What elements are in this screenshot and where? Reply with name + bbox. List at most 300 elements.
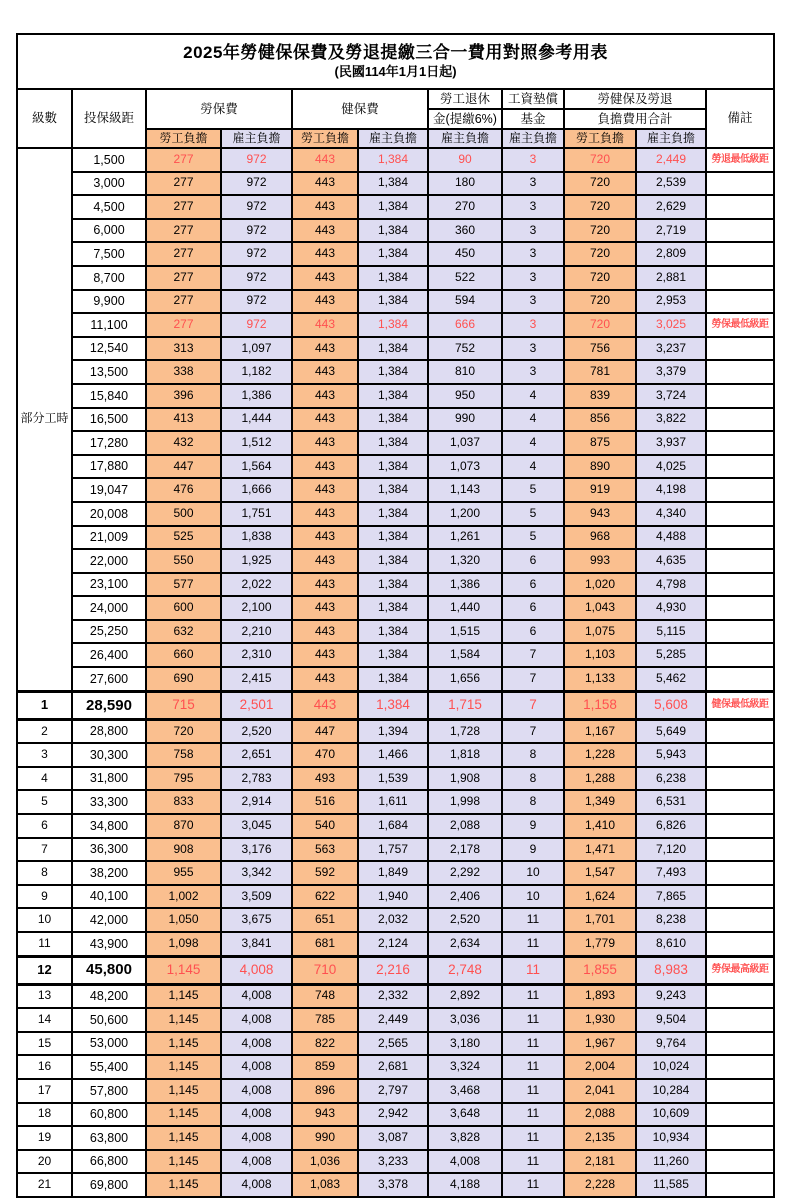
health-ins-employee-cell: 443 [292, 526, 358, 550]
bracket-cell: 25,250 [72, 620, 146, 644]
total-employee-cell: 1,043 [564, 596, 636, 620]
note-cell [706, 984, 774, 1008]
total-employee-cell: 1,855 [564, 956, 636, 984]
note-cell [706, 219, 774, 243]
labor-ins-employer-cell: 972 [221, 172, 292, 196]
table-row [17, 814, 774, 838]
total-employee-cell: 1,930 [564, 1008, 636, 1032]
total-employee-cell: 856 [564, 408, 636, 432]
note-cell: 勞保最高級距 [706, 956, 774, 984]
total-employer-cell: 4,340 [636, 502, 706, 526]
pension-employer-cell: 3,036 [428, 1008, 502, 1032]
total-employee-cell: 1,228 [564, 743, 636, 767]
total-employee-cell: 1,893 [564, 984, 636, 1008]
table-row [17, 932, 774, 956]
header-row-1 [17, 89, 774, 109]
level-cell: 7 [17, 838, 72, 862]
health-ins-employer-cell: 1,384 [358, 384, 428, 408]
total-employee-cell: 968 [564, 526, 636, 550]
wage-fund-employer-cell: 9 [502, 838, 564, 862]
level-cell: 19 [17, 1126, 72, 1150]
level-cell: 8 [17, 861, 72, 885]
labor-ins-employer-cell: 1,925 [221, 549, 292, 573]
pension-employer-cell: 2,634 [428, 932, 502, 956]
labor-ins-employee-cell: 660 [146, 643, 221, 667]
labor-ins-employee-cell: 577 [146, 573, 221, 597]
pension-employer-cell: 1,200 [428, 502, 502, 526]
wage-fund-employer-cell: 5 [502, 502, 564, 526]
total-employer-cell: 10,609 [636, 1103, 706, 1127]
table-row [17, 1173, 774, 1197]
health-ins-employer-cell: 1,384 [358, 266, 428, 290]
health-ins-employee-cell: 651 [292, 908, 358, 932]
pension-employer-cell: 1,515 [428, 620, 502, 644]
total-employer-cell: 4,930 [636, 596, 706, 620]
table-row [17, 502, 774, 526]
bracket-cell: 28,590 [72, 691, 146, 719]
labor-ins-employer-cell: 3,841 [221, 932, 292, 956]
header-note: 備註 [706, 89, 774, 148]
labor-ins-employer-cell: 2,501 [221, 691, 292, 719]
health-ins-employee-cell: 896 [292, 1079, 358, 1103]
pension-employer-cell: 180 [428, 172, 502, 196]
health-ins-employer-cell: 1,384 [358, 431, 428, 455]
health-ins-employee-cell: 443 [292, 242, 358, 266]
bracket-cell: 8,700 [72, 266, 146, 290]
labor-ins-employee-cell: 1,145 [146, 1008, 221, 1032]
total-employee-cell: 1,967 [564, 1032, 636, 1056]
wage-fund-employer-cell: 10 [502, 885, 564, 909]
wage-fund-employer-cell: 11 [502, 1008, 564, 1032]
total-employer-cell: 5,285 [636, 643, 706, 667]
health-ins-employee-cell: 443 [292, 667, 358, 691]
header-bracket: 投保級距 [72, 89, 146, 148]
labor-ins-employee-cell: 1,145 [146, 984, 221, 1008]
note-cell [706, 885, 774, 909]
bracket-cell: 13,500 [72, 360, 146, 384]
health-ins-employer-cell: 1,384 [358, 219, 428, 243]
table-row [17, 290, 774, 314]
bracket-cell: 7,500 [72, 242, 146, 266]
health-ins-employee-cell: 540 [292, 814, 358, 838]
header-total-employee-share: 勞工負擔 [564, 129, 636, 148]
pension-employer-cell: 990 [428, 408, 502, 432]
health-ins-employer-cell: 1,539 [358, 767, 428, 791]
labor-ins-employee-cell: 1,145 [146, 1173, 221, 1197]
labor-ins-employee-cell: 447 [146, 455, 221, 479]
note-cell [706, 526, 774, 550]
labor-ins-employer-cell: 1,666 [221, 478, 292, 502]
health-ins-employee-cell: 443 [292, 337, 358, 361]
level-cell: 18 [17, 1103, 72, 1127]
table-row [17, 148, 774, 172]
labor-ins-employer-cell: 1,564 [221, 455, 292, 479]
total-employee-cell: 1,075 [564, 620, 636, 644]
bracket-cell: 60,800 [72, 1103, 146, 1127]
health-ins-employer-cell: 3,087 [358, 1126, 428, 1150]
health-ins-employer-cell: 1,384 [358, 360, 428, 384]
health-ins-employee-cell: 748 [292, 984, 358, 1008]
bracket-cell: 15,840 [72, 384, 146, 408]
part-time-merged-cell: 部分工時 [17, 148, 72, 691]
health-ins-employer-cell: 1,384 [358, 691, 428, 719]
health-ins-employer-cell: 1,384 [358, 620, 428, 644]
table-row [17, 743, 774, 767]
bracket-cell: 23,100 [72, 573, 146, 597]
health-ins-employer-cell: 1,384 [358, 337, 428, 361]
bracket-cell: 6,000 [72, 219, 146, 243]
pension-employer-cell: 2,292 [428, 861, 502, 885]
labor-ins-employee-cell: 1,145 [146, 1032, 221, 1056]
bracket-cell: 48,200 [72, 984, 146, 1008]
level-cell: 17 [17, 1079, 72, 1103]
note-cell: 勞保最低級距 [706, 313, 774, 337]
note-cell [706, 1079, 774, 1103]
labor-ins-employer-cell: 1,386 [221, 384, 292, 408]
table-row [17, 643, 774, 667]
labor-ins-employer-cell: 1,097 [221, 337, 292, 361]
table-row [17, 861, 774, 885]
note-cell [706, 743, 774, 767]
total-employer-cell: 3,025 [636, 313, 706, 337]
wage-fund-employer-cell: 3 [502, 219, 564, 243]
labor-ins-employee-cell: 550 [146, 549, 221, 573]
labor-ins-employee-cell: 277 [146, 313, 221, 337]
total-employer-cell: 8,238 [636, 908, 706, 932]
pension-employer-cell: 810 [428, 360, 502, 384]
note-cell [706, 573, 774, 597]
total-employer-cell: 4,198 [636, 478, 706, 502]
table-row [17, 172, 774, 196]
health-ins-employee-cell: 447 [292, 719, 358, 743]
health-ins-employee-cell: 1,036 [292, 1150, 358, 1174]
pension-employer-cell: 1,908 [428, 767, 502, 791]
table-row [17, 478, 774, 502]
labor-ins-employer-cell: 972 [221, 290, 292, 314]
table-row [17, 596, 774, 620]
total-employer-cell: 4,635 [636, 549, 706, 573]
note-cell [706, 384, 774, 408]
pension-employer-cell: 1,143 [428, 478, 502, 502]
level-cell: 9 [17, 885, 72, 909]
total-employer-cell: 5,649 [636, 719, 706, 743]
level-cell: 6 [17, 814, 72, 838]
total-employer-cell: 2,881 [636, 266, 706, 290]
table-row [17, 313, 774, 337]
level-cell: 10 [17, 908, 72, 932]
total-employee-cell: 720 [564, 313, 636, 337]
labor-ins-employer-cell: 1,444 [221, 408, 292, 432]
note-cell [706, 360, 774, 384]
labor-ins-employer-cell: 2,914 [221, 790, 292, 814]
header-pension-line1: 勞工退休 [428, 89, 502, 109]
header-pension-employer-share: 雇主負擔 [428, 129, 502, 148]
note-cell [706, 478, 774, 502]
labor-ins-employee-cell: 1,145 [146, 1126, 221, 1150]
note-cell [706, 408, 774, 432]
wage-fund-employer-cell: 11 [502, 984, 564, 1008]
labor-ins-employee-cell: 1,098 [146, 932, 221, 956]
note-cell [706, 242, 774, 266]
level-cell: 15 [17, 1032, 72, 1056]
health-ins-employer-cell: 1,384 [358, 195, 428, 219]
level-cell: 12 [17, 956, 72, 984]
bracket-cell: 19,047 [72, 478, 146, 502]
pension-employer-cell: 4,008 [428, 1150, 502, 1174]
labor-ins-employee-cell: 313 [146, 337, 221, 361]
bracket-cell: 20,008 [72, 502, 146, 526]
header-total-employer-share: 雇主負擔 [636, 129, 706, 148]
health-ins-employee-cell: 681 [292, 932, 358, 956]
pension-employer-cell: 752 [428, 337, 502, 361]
note-cell [706, 266, 774, 290]
health-ins-employee-cell: 990 [292, 1126, 358, 1150]
labor-ins-employer-cell: 4,008 [221, 1103, 292, 1127]
title-cell [17, 34, 774, 89]
bracket-cell: 22,000 [72, 549, 146, 573]
wage-fund-employer-cell: 7 [502, 643, 564, 667]
total-employer-cell: 3,937 [636, 431, 706, 455]
table-row [17, 195, 774, 219]
total-employee-cell: 2,041 [564, 1079, 636, 1103]
note-cell [706, 861, 774, 885]
labor-ins-employee-cell: 1,145 [146, 1079, 221, 1103]
bracket-cell: 9,900 [72, 290, 146, 314]
health-ins-employee-cell: 622 [292, 885, 358, 909]
labor-ins-employee-cell: 720 [146, 719, 221, 743]
level-cell: 21 [17, 1173, 72, 1197]
health-ins-employee-cell: 822 [292, 1032, 358, 1056]
wage-fund-employer-cell: 11 [502, 908, 564, 932]
bracket-cell: 53,000 [72, 1032, 146, 1056]
table-row [17, 1079, 774, 1103]
level-cell: 14 [17, 1008, 72, 1032]
labor-ins-employer-cell: 4,008 [221, 1150, 292, 1174]
labor-ins-employee-cell: 758 [146, 743, 221, 767]
level-cell: 2 [17, 719, 72, 743]
wage-fund-employer-cell: 3 [502, 195, 564, 219]
pension-employer-cell: 1,386 [428, 573, 502, 597]
total-employee-cell: 1,779 [564, 932, 636, 956]
note-cell [706, 502, 774, 526]
table-row [17, 956, 774, 984]
health-ins-employee-cell: 443 [292, 219, 358, 243]
note-cell [706, 814, 774, 838]
total-employer-cell: 11,585 [636, 1173, 706, 1197]
total-employer-cell: 3,379 [636, 360, 706, 384]
total-employer-cell: 2,449 [636, 148, 706, 172]
pension-employer-cell: 1,320 [428, 549, 502, 573]
health-ins-employee-cell: 443 [292, 290, 358, 314]
note-cell [706, 549, 774, 573]
note-cell [706, 719, 774, 743]
health-ins-employee-cell: 443 [292, 384, 358, 408]
total-employee-cell: 1,133 [564, 667, 636, 691]
labor-ins-employer-cell: 972 [221, 242, 292, 266]
bracket-cell: 36,300 [72, 838, 146, 862]
wage-fund-employer-cell: 8 [502, 790, 564, 814]
labor-ins-employer-cell: 3,342 [221, 861, 292, 885]
wage-fund-employer-cell: 6 [502, 549, 564, 573]
labor-ins-employee-cell: 277 [146, 242, 221, 266]
health-ins-employer-cell: 2,942 [358, 1103, 428, 1127]
total-employee-cell: 720 [564, 290, 636, 314]
labor-ins-employee-cell: 955 [146, 861, 221, 885]
note-cell [706, 455, 774, 479]
bracket-cell: 11,100 [72, 313, 146, 337]
health-ins-employer-cell: 1,384 [358, 242, 428, 266]
header-health-ins-employee-share: 勞工負擔 [292, 129, 358, 148]
labor-ins-employer-cell: 972 [221, 266, 292, 290]
total-employee-cell: 720 [564, 172, 636, 196]
total-employee-cell: 2,088 [564, 1103, 636, 1127]
health-ins-employee-cell: 443 [292, 148, 358, 172]
total-employer-cell: 4,488 [636, 526, 706, 550]
total-employer-cell: 6,238 [636, 767, 706, 791]
labor-ins-employee-cell: 1,002 [146, 885, 221, 909]
health-ins-employee-cell: 493 [292, 767, 358, 791]
labor-ins-employee-cell: 795 [146, 767, 221, 791]
labor-ins-employee-cell: 715 [146, 691, 221, 719]
labor-ins-employer-cell: 2,100 [221, 596, 292, 620]
health-ins-employee-cell: 443 [292, 573, 358, 597]
labor-ins-employer-cell: 972 [221, 219, 292, 243]
total-employee-cell: 1,624 [564, 885, 636, 909]
health-ins-employer-cell: 2,565 [358, 1032, 428, 1056]
wage-fund-employer-cell: 4 [502, 455, 564, 479]
health-ins-employer-cell: 2,032 [358, 908, 428, 932]
wage-fund-employer-cell: 7 [502, 719, 564, 743]
labor-ins-employer-cell: 3,675 [221, 908, 292, 932]
table-row [17, 1008, 774, 1032]
note-cell [706, 337, 774, 361]
note-cell [706, 838, 774, 862]
health-ins-employee-cell: 859 [292, 1055, 358, 1079]
health-ins-employer-cell: 1,849 [358, 861, 428, 885]
health-ins-employee-cell: 470 [292, 743, 358, 767]
health-ins-employer-cell: 1,940 [358, 885, 428, 909]
labor-ins-employer-cell: 1,182 [221, 360, 292, 384]
labor-ins-employee-cell: 500 [146, 502, 221, 526]
wage-fund-employer-cell: 7 [502, 667, 564, 691]
premium-table [16, 33, 775, 1198]
total-employee-cell: 720 [564, 195, 636, 219]
health-ins-employee-cell: 563 [292, 838, 358, 862]
labor-ins-employee-cell: 277 [146, 266, 221, 290]
total-employee-cell: 890 [564, 455, 636, 479]
total-employee-cell: 1,547 [564, 861, 636, 885]
health-ins-employer-cell: 1,684 [358, 814, 428, 838]
total-employer-cell: 6,826 [636, 814, 706, 838]
labor-ins-employer-cell: 2,210 [221, 620, 292, 644]
pension-employer-cell: 360 [428, 219, 502, 243]
labor-ins-employee-cell: 432 [146, 431, 221, 455]
header-wage-fund-employer-share: 雇主負擔 [502, 129, 564, 148]
health-ins-employer-cell: 1,384 [358, 502, 428, 526]
table-row [17, 242, 774, 266]
total-employee-cell: 720 [564, 242, 636, 266]
total-employee-cell: 2,181 [564, 1150, 636, 1174]
health-ins-employer-cell: 1,384 [358, 643, 428, 667]
note-cell [706, 195, 774, 219]
labor-ins-employee-cell: 600 [146, 596, 221, 620]
health-ins-employer-cell: 1,384 [358, 148, 428, 172]
table-row [17, 431, 774, 455]
labor-ins-employee-cell: 277 [146, 195, 221, 219]
wage-fund-employer-cell: 6 [502, 596, 564, 620]
pension-employer-cell: 2,892 [428, 984, 502, 1008]
pension-employer-cell: 1,037 [428, 431, 502, 455]
labor-ins-employer-cell: 2,022 [221, 573, 292, 597]
wage-fund-employer-cell: 3 [502, 148, 564, 172]
note-cell [706, 596, 774, 620]
table-body [17, 148, 774, 1197]
health-ins-employer-cell: 1,384 [358, 667, 428, 691]
total-employee-cell: 1,020 [564, 573, 636, 597]
header-total-line1: 勞健保及勞退 [564, 89, 706, 109]
total-employee-cell: 875 [564, 431, 636, 455]
labor-ins-employer-cell: 2,310 [221, 643, 292, 667]
health-ins-employee-cell: 443 [292, 266, 358, 290]
total-employer-cell: 5,462 [636, 667, 706, 691]
total-employer-cell: 3,237 [636, 337, 706, 361]
total-employer-cell: 5,608 [636, 691, 706, 719]
wage-fund-employer-cell: 8 [502, 743, 564, 767]
health-ins-employee-cell: 443 [292, 408, 358, 432]
pension-employer-cell: 3,828 [428, 1126, 502, 1150]
health-ins-employer-cell: 1,757 [358, 838, 428, 862]
note-cell: 勞退最低級距 [706, 148, 774, 172]
total-employee-cell: 1,288 [564, 767, 636, 791]
header-health-ins-employer-share: 雇主負擔 [358, 129, 428, 148]
health-ins-employer-cell: 1,384 [358, 573, 428, 597]
bracket-cell: 17,880 [72, 455, 146, 479]
pension-employer-cell: 2,520 [428, 908, 502, 932]
bracket-cell: 31,800 [72, 767, 146, 791]
bracket-cell: 57,800 [72, 1079, 146, 1103]
health-ins-employer-cell: 1,384 [358, 172, 428, 196]
labor-ins-employer-cell: 4,008 [221, 1008, 292, 1032]
health-ins-employee-cell: 443 [292, 596, 358, 620]
health-ins-employer-cell: 1,384 [358, 408, 428, 432]
bracket-cell: 30,300 [72, 743, 146, 767]
header-level: 級數 [17, 89, 72, 148]
table-row [17, 455, 774, 479]
labor-ins-employer-cell: 972 [221, 313, 292, 337]
note-cell [706, 431, 774, 455]
labor-ins-employee-cell: 277 [146, 219, 221, 243]
total-employer-cell: 7,865 [636, 885, 706, 909]
health-ins-employee-cell: 592 [292, 861, 358, 885]
pension-employer-cell: 1,261 [428, 526, 502, 550]
wage-fund-employer-cell: 11 [502, 1079, 564, 1103]
level-cell: 3 [17, 743, 72, 767]
bracket-cell: 3,000 [72, 172, 146, 196]
wage-fund-employer-cell: 3 [502, 337, 564, 361]
total-employer-cell: 10,934 [636, 1126, 706, 1150]
bracket-cell: 17,280 [72, 431, 146, 455]
header-labor-ins-employee-share: 勞工負擔 [146, 129, 221, 148]
bracket-cell: 38,200 [72, 861, 146, 885]
wage-fund-employer-cell: 8 [502, 767, 564, 791]
labor-ins-employee-cell: 1,145 [146, 1055, 221, 1079]
labor-ins-employee-cell: 277 [146, 172, 221, 196]
table-row [17, 219, 774, 243]
total-employer-cell: 10,024 [636, 1055, 706, 1079]
table-row [17, 266, 774, 290]
labor-ins-employer-cell: 972 [221, 148, 292, 172]
labor-ins-employer-cell: 4,008 [221, 1079, 292, 1103]
